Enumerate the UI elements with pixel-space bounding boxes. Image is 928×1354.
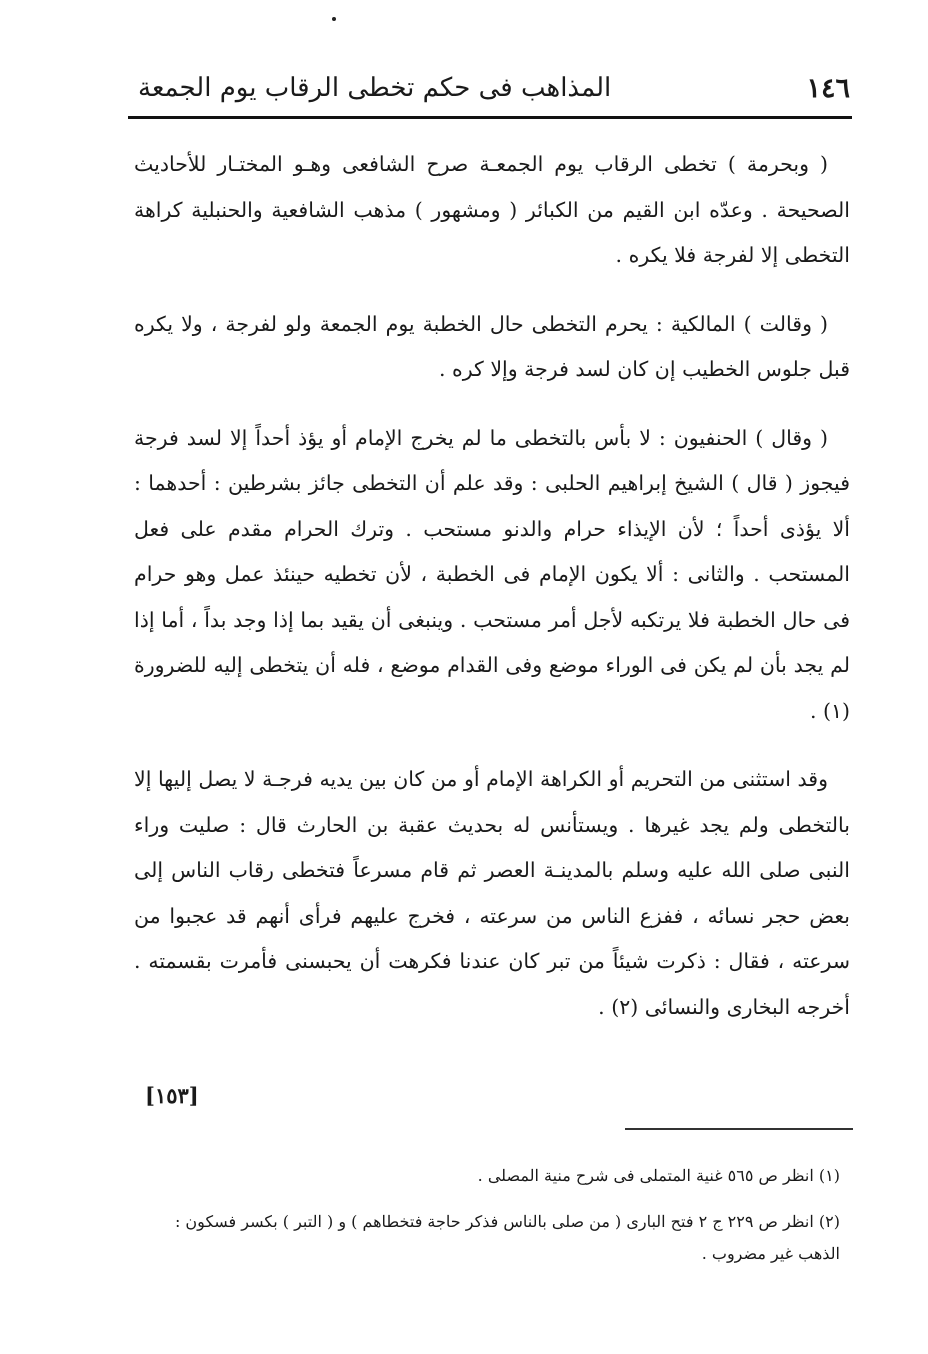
footnote-1: (١) انظر ص ٥٦٥ غنية المتملى فى شرح منية المصلى .: [477, 1166, 840, 1185]
page-number: ١٤٦: [806, 72, 850, 104]
header-rule: [128, 116, 852, 119]
main-text: [134, 142, 850, 1053]
paragraph-shafii: ( وبحرمة ) تخطى الرقاب يوم الجمعـة صرح الشافعى وهـو المختـار للأحاديث الصحيحة . وعدّه ابن القيم من الكبائر ( ومشهور ) مذهب الشافعية والحنبلية كراهة التخطى إلا لفرجة فلا يكره .: [134, 152, 850, 267]
footnote-2: (٢) انظر ص ٢٢٩ ج ٢ فتح البارى ( من صلى بالناس فذكر حاجة فتخطاهم ) و ( التبر ) بكسر فسكون : الذهب غير مضروب .: [174, 1212, 840, 1263]
running-title: المذاهب فى حكم تخطى الرقاب يوم الجمعة: [138, 73, 612, 103]
page-header: [128, 68, 850, 108]
footnote-separator: [625, 1128, 853, 1130]
paragraph-hanafi: ( وقال ) الحنفيون : لا بأس بالتخطى ما لم يخرج الإمام أو يؤذ أحداً إلا لسد فرجة فيجوز ( قال ) الشيخ إبراهيم الحلبى : وقد علم أن التخطى جائز بشرطين : أحدهما : ألا يؤذى أحداً ؛ لأن الإيذاء حرام والدنو مستحب . وترك الحرام مقدم على فعل المستحب . والثانى : ألا يكون الإمام فى الخطبة ، لأن تخطيه حينئذ عمل وهو حرام فى حال الخطبة فلا يرتكبه لأجل أمر مستحب . وينبغى أن يقيد بما إذا وجد بداً ، أما إذا لم يجد بأن لم يكن فى الوراء موضع وفى القدام موضع ، فله أن يتخطى إليه للضرورة (١) .: [134, 425, 850, 723]
paragraph-maliki: ( وقالت ) المالكية : يحرم التخطى حال الخطبة يوم الجمعة ولو لفرجة ، ولا يكره قبل جلوس الخطيب إن كان لسد فرجة وإلا كره .: [134, 311, 850, 381]
paragraph-exception: وقد استثنى من التحريم أو الكراهة الإمام أو من كان بين يديه فرجـة لا يصل إليها إلا بالتخطى ولم يجد غيرها . ويستأنس له بحديث عقبة بن الحارث قال : صليت وراء النبى صلى الله عليه وسلم بالمدينـة العصر ثم قام مسرعاً فتخطى رقاب الناس إلى بعض حجر نسائه ، ففزع الناس من سرعته ، فخرج عليهم فرأى أنهم قد عجبوا من سرعته ، فقال : ذكرت شيئاً من تبر كان عندنا فكرهت أن يحبسنى فأمرت بقسمته . أخرجه البخارى والنسائى (٢) .: [134, 767, 850, 1019]
footnotes: [134, 1160, 840, 1284]
original-page-reference: [١٥٣]: [145, 1083, 199, 1108]
print-speck: [332, 17, 336, 21]
